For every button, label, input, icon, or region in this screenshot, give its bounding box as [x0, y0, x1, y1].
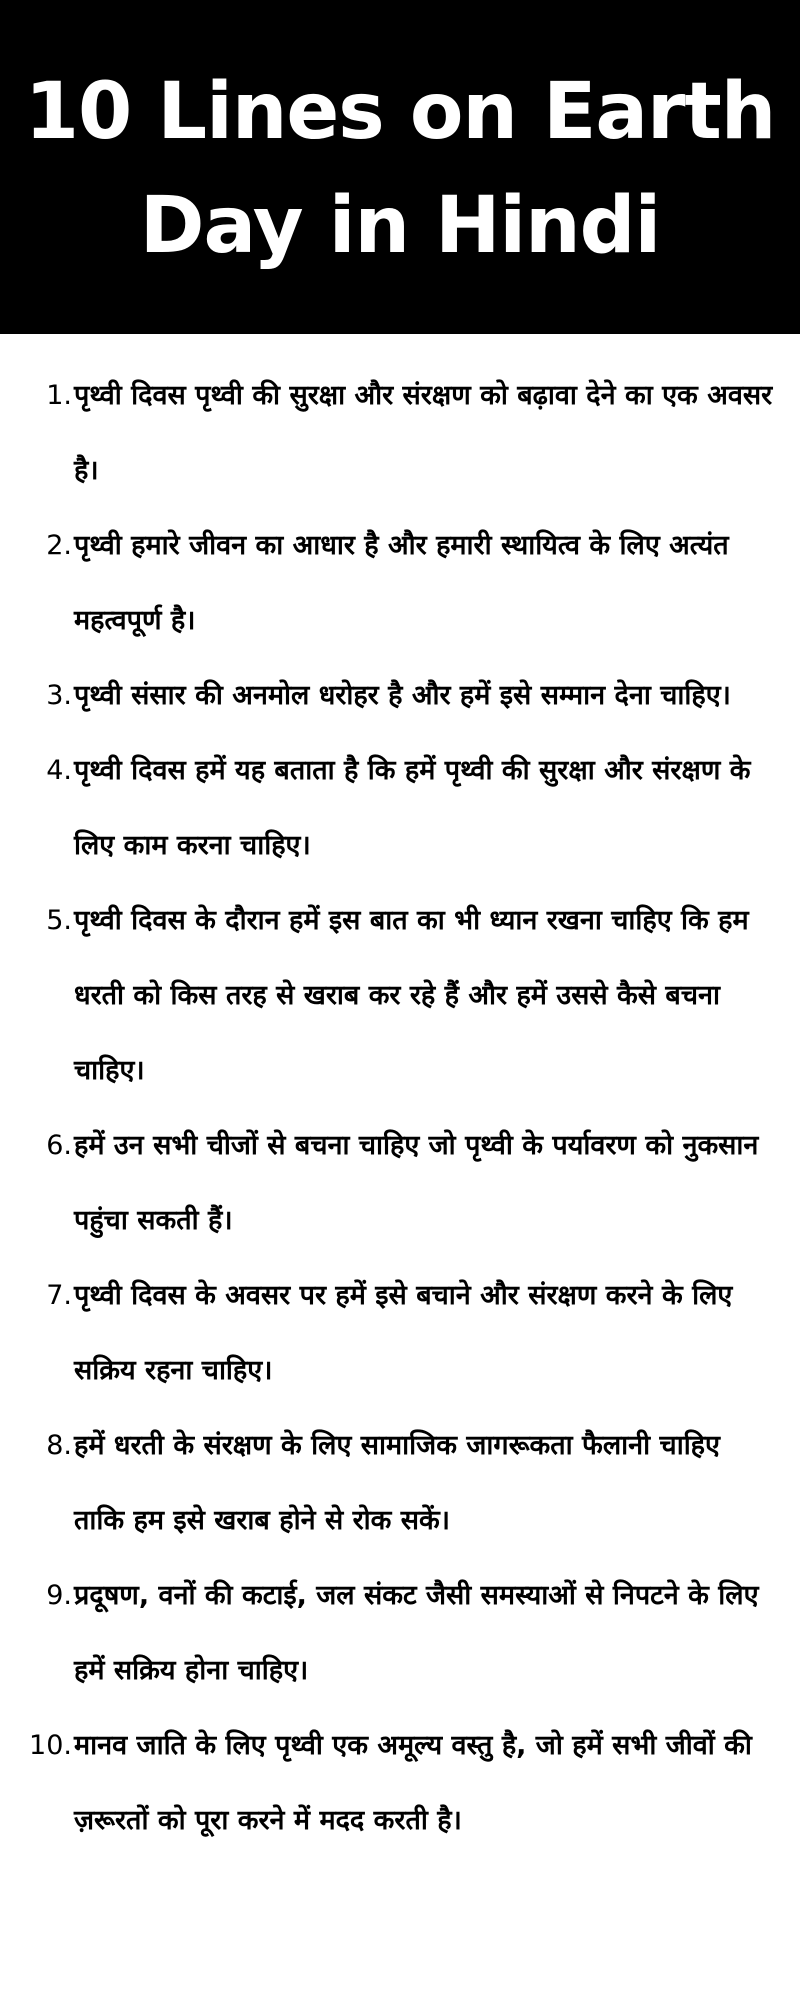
list-item-2 — [0, 508, 800, 658]
list-item-7 — [0, 1258, 800, 1408]
item-text: मानव जाति के लिए पृथ्वी एक अमूल्य वस्तु है, जो हमें सभी जीवों की ज़रूरतों को पूरा करने में मदद करती है। — [74, 1730, 752, 1836]
list-item-9 — [0, 1558, 800, 1708]
list-item-8 — [0, 1408, 800, 1558]
item-text: पृथ्वी दिवस पृथ्वी की सुरक्षा और संरक्षण को बढ़ावा देने का एक अवसर है। — [74, 380, 773, 486]
item-number: 5. — [46, 905, 72, 936]
item-text: पृथ्वी दिवस के अवसर पर हमें इसे बचाने और संरक्षण करने के लिए सक्रिय रहना चाहिए। — [74, 1280, 733, 1386]
page-title — [25, 55, 776, 283]
item-number: 2. — [46, 530, 72, 561]
item-text: प्रदूषण, वनों की कटाई, जल संकट जैसी समस्याओं से निपटने के लिए हमें सक्रिय होना चाहिए। — [74, 1580, 759, 1686]
item-number: 10. — [29, 1730, 72, 1761]
item-text: पृथ्वी दिवस हमें यह बताता है कि हमें पृथ्वी की सुरक्षा और संरक्षण के लिए काम करना चाहिए। — [74, 755, 751, 861]
item-text: हमें धरती के संरक्षण के लिए सामाजिक जागरूकता फैलानी चाहिए ताकि हम इसे खराब होने से रोक सकें। — [74, 1430, 720, 1536]
item-number: 1. — [46, 380, 72, 411]
item-number: 8. — [46, 1430, 72, 1461]
list-item-6 — [0, 1108, 800, 1258]
list-item-4 — [0, 733, 800, 883]
item-text: पृथ्वी दिवस के दौरान हमें इस बात का भी ध्यान रखना चाहिए कि हम धरती को किस तरह से खराब कर रहे हैं और हमें उससे कैसे बचना चाहिए। — [74, 905, 749, 1086]
item-text: पृथ्वी हमारे जीवन का आधार है और हमारी स्थायित्व के लिए अत्यंत महत्वपूर्ण है। — [74, 530, 729, 636]
lines-list — [0, 334, 800, 1858]
list-item-3 — [0, 658, 800, 733]
item-number: 7. — [46, 1280, 72, 1311]
item-number: 3. — [46, 680, 72, 711]
title-banner — [0, 0, 800, 334]
item-number: 6. — [46, 1130, 72, 1161]
item-number: 9. — [46, 1580, 72, 1611]
title-line-2: Day in Hindi — [139, 181, 661, 271]
list-item-5 — [0, 883, 800, 1108]
title-line-1: 10 Lines on Earth — [24, 67, 776, 157]
list-item-10 — [0, 1708, 800, 1858]
item-text: हमें उन सभी चीजों से बचना चाहिए जो पृथ्वी के पर्यावरण को नुकसान पहुंचा सकती हैं। — [74, 1130, 759, 1236]
item-text: पृथ्वी संसार की अनमोल धरोहर है और हमें इसे सम्मान देना चाहिए। — [74, 680, 731, 711]
list-item-1 — [0, 358, 800, 508]
item-number: 4. — [46, 755, 72, 786]
